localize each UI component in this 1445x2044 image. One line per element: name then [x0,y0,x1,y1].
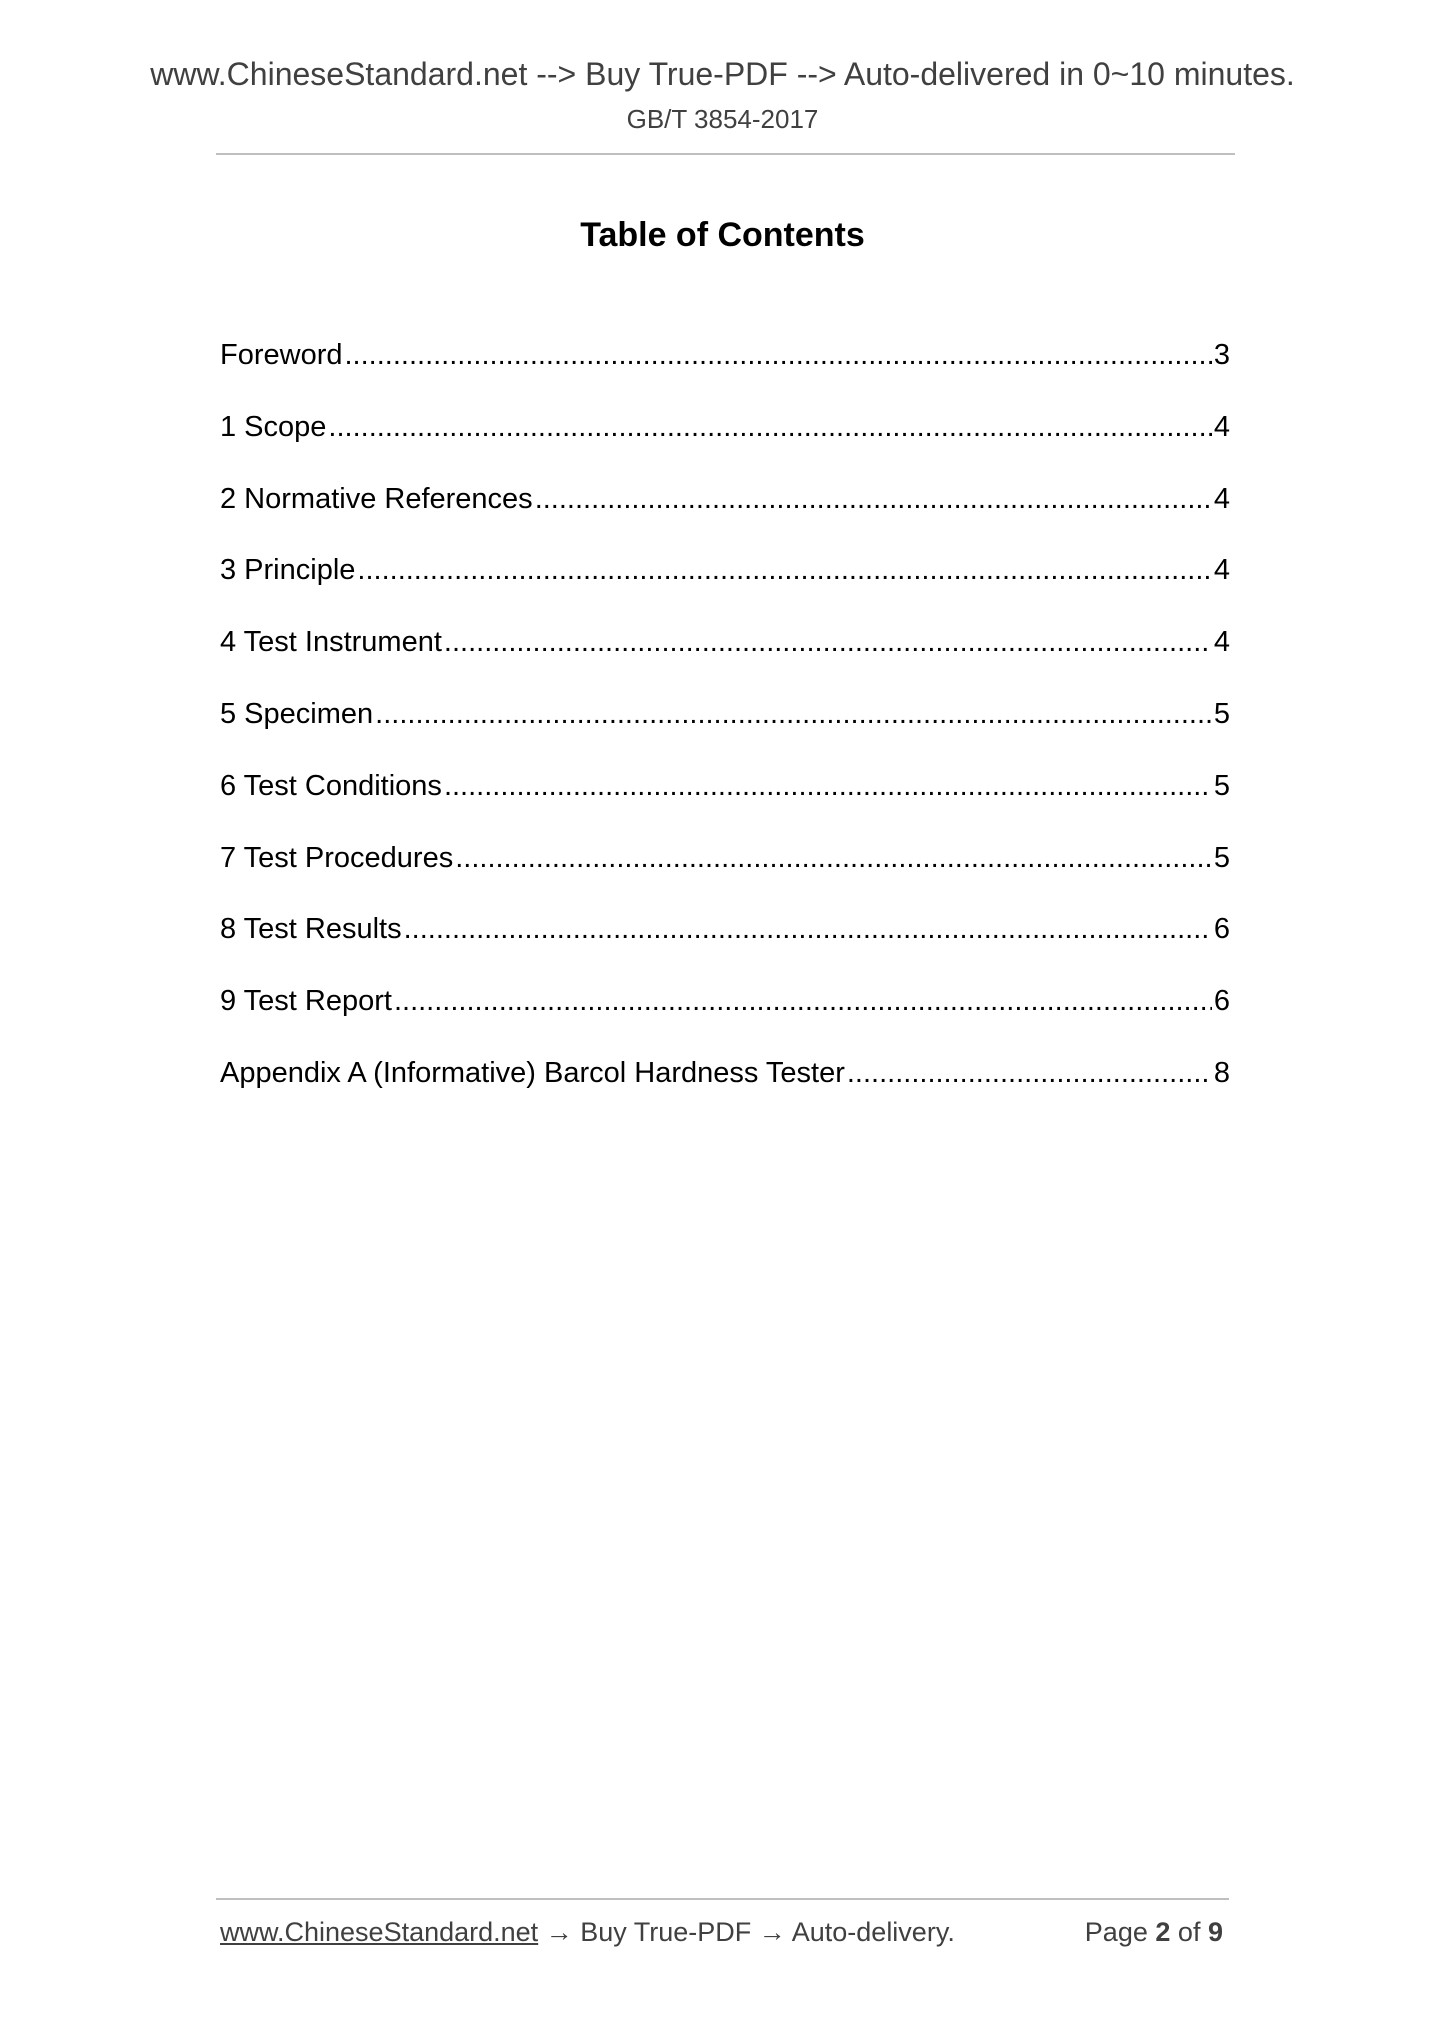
toc-entry-principle[interactable] [220,551,1230,623]
toc-entry-page: 6 [1213,985,1230,1018]
toc-entry-appendix-a[interactable] [220,1054,1230,1126]
toc-entry-page: 5 [1213,769,1230,802]
toc-entry-page: 8 [1213,1056,1230,1089]
of-word: of [1177,1917,1201,1947]
toc-entry-label: 4 Test Instrument [220,626,442,659]
toc-entry-test-procedures[interactable] [220,839,1230,911]
header-divider [216,153,1235,155]
toc-entry-label: 8 Test Results [220,913,402,946]
toc-entry-label: 2 Normative References [220,482,533,515]
toc-leader-dots [444,623,1212,661]
toc-entry-page: 5 [1213,841,1230,874]
toc-entry-scope[interactable] [220,408,1230,480]
toc-leader-dots [847,1054,1212,1092]
footer-left [220,1917,955,1948]
toc-entry-label: 6 Test Conditions [220,769,442,802]
page-indicator [1085,1917,1223,1948]
toc-leader-dots [455,839,1212,877]
toc-entry-label: 9 Test Report [220,985,392,1018]
toc-entry-label: 5 Specimen [220,697,374,730]
toc-entry-specimen[interactable] [220,695,1230,767]
toc-list [220,336,1230,1126]
toc-entry-label: Foreword [220,339,343,371]
toc-entry-test-conditions[interactable] [220,767,1230,839]
toc-entry-page: 3 [1213,339,1230,371]
toc-leader-dots [394,982,1212,1020]
header-banner: www.ChineseStandard.net --> Buy True-PDF --> Auto-delivered in 0~10 minutes. [150,56,1295,92]
toc-entry-test-report[interactable] [220,982,1230,1054]
toc-leader-dots [404,910,1212,948]
toc-leader-dots [328,408,1211,446]
toc-entry-page: 4 [1213,482,1230,515]
page-title: Table of Contents [580,216,865,254]
toc-entry-test-instrument[interactable] [220,623,1230,695]
current-page-number: 2 [1155,1917,1171,1947]
toc-entry-test-results[interactable] [220,910,1230,982]
toc-entry-page: 6 [1213,913,1230,946]
toc-entry-page: 4 [1213,626,1230,659]
total-pages-number: 9 [1207,1917,1223,1947]
toc-leader-dots [535,480,1212,518]
toc-entry-page: 4 [1213,554,1230,587]
standard-code: GB/T 3854-2017 [626,104,819,134]
toc-entry-foreword[interactable] [220,336,1230,408]
toc-leader-dots [375,695,1212,733]
toc-entry-normative-references[interactable] [220,480,1230,552]
toc-entry-page: 5 [1213,697,1230,730]
toc-entry-page: 4 [1213,410,1230,443]
footer-tagline: → Buy True-PDF → Auto-delivery. [538,1917,955,1947]
toc-entry-label: 3 Principle [220,554,356,587]
toc-leader-dots [345,336,1212,374]
toc-leader-dots [357,551,1211,589]
toc-entry-label: Appendix A (Informative) Barcol Hardness Tester [220,1056,845,1089]
toc-leader-dots [444,767,1212,805]
footer-site-link[interactable]: www.ChineseStandard.net [220,1917,539,1947]
page-word: Page [1084,1917,1148,1947]
toc-entry-label: 7 Test Procedures [220,841,454,874]
toc-entry-label: 1 Scope [220,410,327,443]
footer-divider [216,1898,1229,1900]
